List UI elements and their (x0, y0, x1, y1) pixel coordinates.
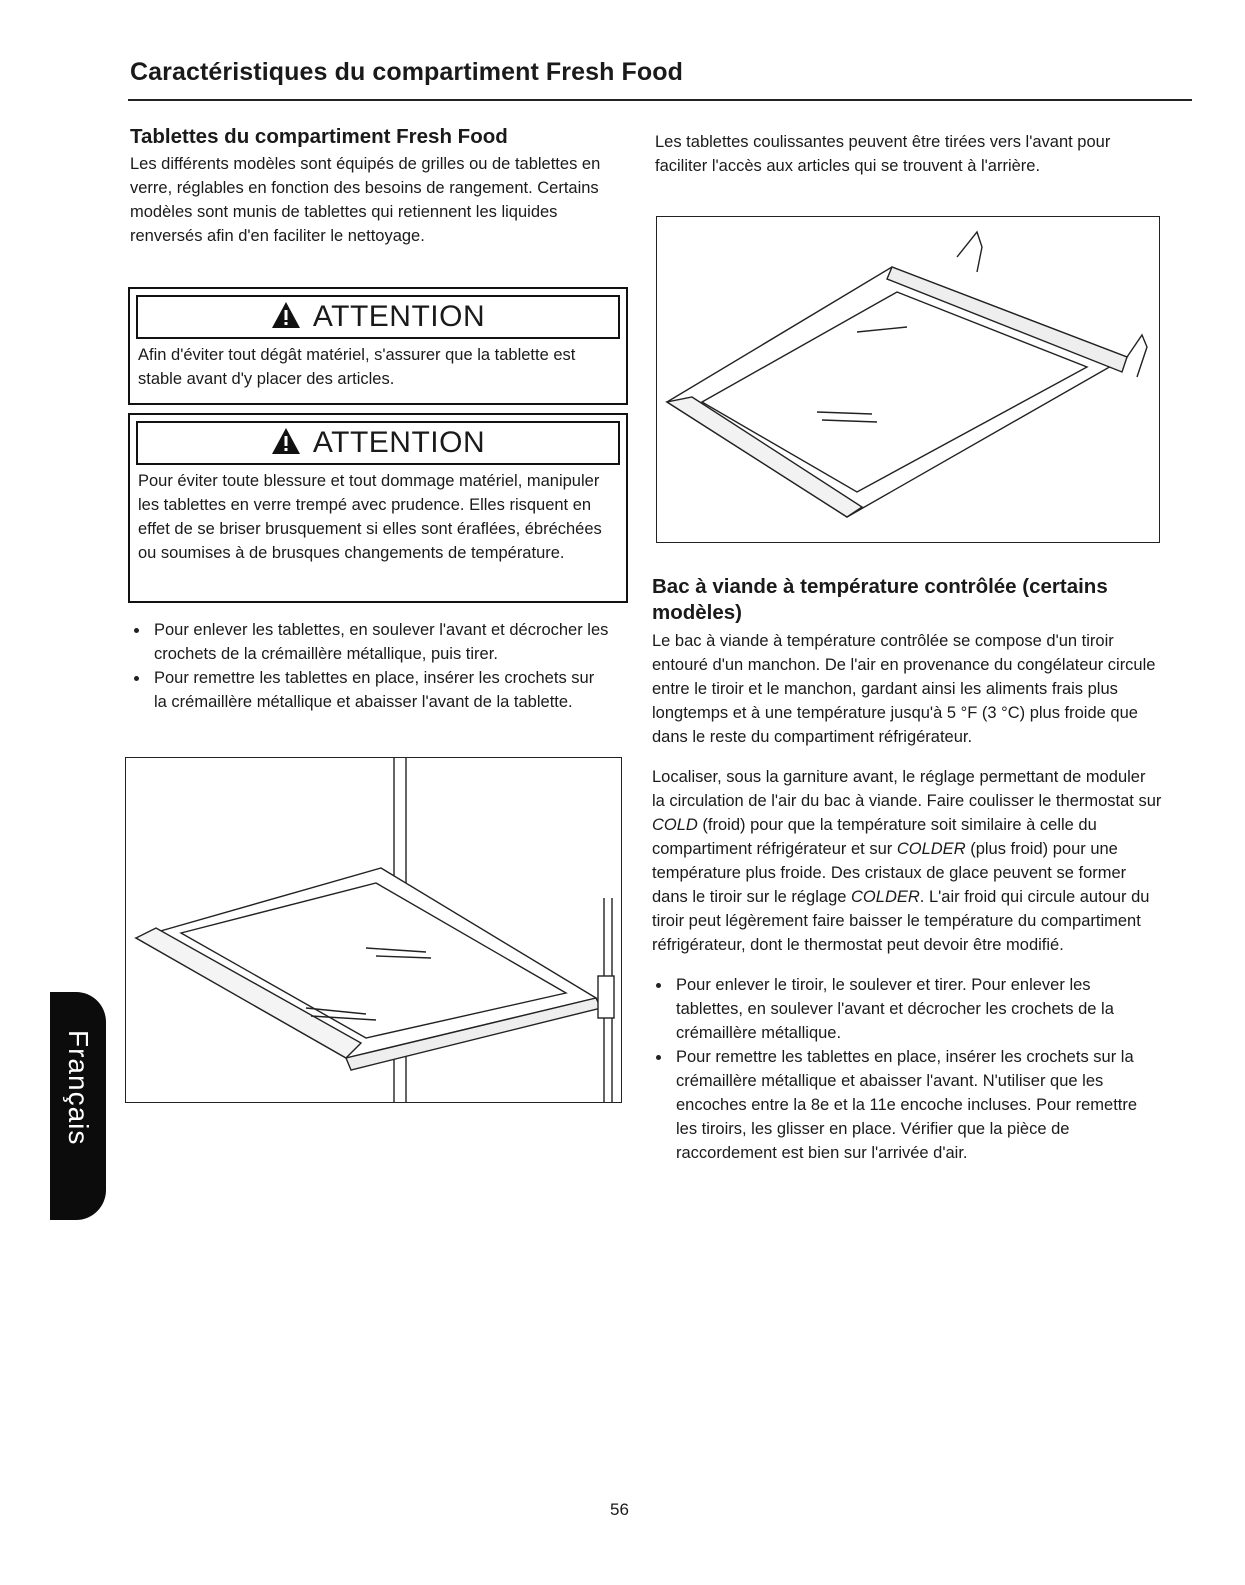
warning-text-1: Afin d'éviter tout dégât matériel, s'assurer que la tablette est stable avant d'y placer des articles. (138, 346, 576, 388)
warning-title-1: ATTENTION (312, 300, 486, 333)
warning-text-2: Pour éviter toute blessure et tout dommage matériel, manipuler les tablettes en verre trempé avec prudence. Elles risquent en effet de se briser brusquement si elles sont éraflées, ébréchées ou soumises à de brusques changements de température. (138, 472, 602, 562)
section-heading-meat-bin: Bac à viande à température contrôlée (certains modèles) (652, 575, 1108, 624)
warning-triangle-icon (271, 427, 301, 460)
warning-triangle-icon (271, 301, 301, 334)
list-item: Pour remettre les tablettes en place, insérer les crochets sur la crémaillère métallique et abaisser l'avant de la tablette. (130, 666, 610, 714)
left-bullets (130, 618, 610, 714)
sliding-shelf-illustration (656, 216, 1160, 543)
list-item: Pour remettre les tablettes en place, insérer les crochets sur la crémaillère métallique et abaisser l'avant. N'utiliser que les encoches entre la 8e et la 11e encoche incluses. Pour remettre les tiroirs, les glisser en place. Vérifier que la pièce de raccordement est bien sur l'arrivée d'air. (652, 1045, 1162, 1165)
shelves-intro: Les différents modèles sont équipés de grilles ou de tablettes en verre, réglables en fonction des besoins de rangement. Certains modèles sont munis de tablettes qui retiennent les liquides renversés afin d'en faciliter le nettoyage. (130, 155, 601, 245)
page-number: 56 (610, 1500, 629, 1519)
meat-bin-settings: Localiser, sous la garniture avant, le réglage permettant de moduler la circulation de l'air du bac à viande. Faire coulisser le thermostat sur COLD (froid) pour que la température soit similaire à celle du compartiment réfrigérateur et sur COLDER (plus froid) pour une température plus froide. Des cristaux de glace peuvent se former dans le tiroir sur le réglage COLDER. L'air froid qui circule autour du tiroir peut légèrement faire baisser le température du compartiment réfrigérateur, dont le thermostat peut devoir être modifié. (652, 768, 1162, 954)
warning-header-1 (136, 295, 620, 339)
language-tab-label: Français (63, 1030, 94, 1146)
cold-setting: COLD (652, 816, 698, 834)
left-column (130, 124, 630, 248)
shelf-illustration (125, 757, 622, 1103)
warning-box-1 (128, 287, 628, 405)
page-title: Caractéristiques du compartiment Fresh Food (130, 58, 684, 86)
right-intro-block (655, 130, 1165, 178)
warning-box-2 (128, 413, 628, 603)
meat-bin-description: Le bac à viande à température contrôlée se compose d'un tiroir entouré d'un manchon. De l'air en provenance du congélateur circule entre le tiroir et le manchon, gardant ainsi les aliments frais plus longtemps et à une température jusqu'à 5 °F (3 °C) plus froide que dans le reste du compartiment réfrigérateur. (652, 632, 1156, 746)
list-item: Pour enlever le tiroir, le soulever et tirer. Pour enlever les tablettes, en soulever l'avant et décrocher les crochets de la crémaillère métallique. (652, 973, 1162, 1045)
sliding-shelves-text: Les tablettes coulissantes peuvent être tirées vers l'avant pour faciliter l'accès aux articles qui se trouvent à l'arrière. (655, 133, 1111, 175)
title-rule (128, 99, 1192, 101)
list-item: Pour enlever les tablettes, en soulever l'avant et décrocher les crochets de la crémaillère métallique, puis tirer. (130, 618, 610, 666)
colder-setting: COLDER (896, 840, 966, 858)
colder-setting: COLDER (851, 888, 920, 906)
meat-bin-section (652, 574, 1162, 1165)
warning-title-2: ATTENTION (312, 426, 486, 459)
warning-header-2 (136, 421, 620, 465)
section-heading-shelves: Tablettes du compartiment Fresh Food (130, 125, 508, 148)
